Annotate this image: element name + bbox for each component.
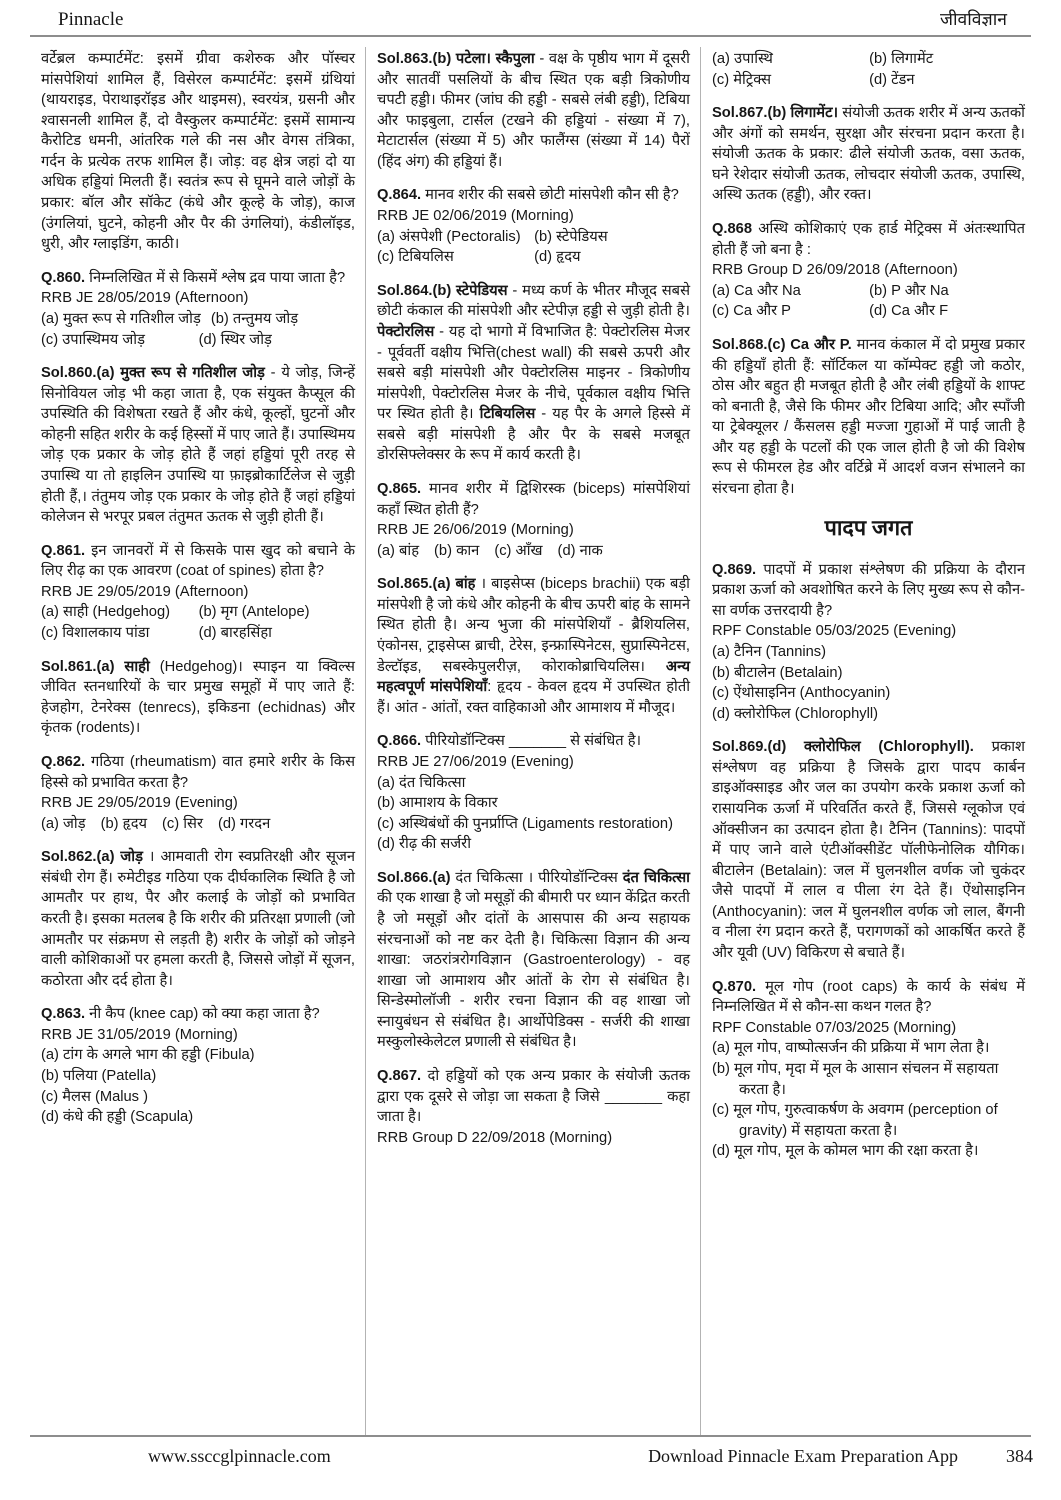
question-text (377, 479, 690, 520)
option-d: (d) बारहसिंहा (198, 625, 272, 642)
bold-text: Sol.867.(b) लिगामेंट। (712, 105, 839, 122)
option-d: (d) Ca और F (869, 303, 949, 320)
option-b: (b) बीटालेन (Betalain) (712, 664, 843, 681)
exam-info: RRB JE 27/06/2019 (Evening) (377, 753, 574, 770)
option-a: (a) टांग के अगले भाग की हड्डी (Fibula) (41, 1047, 255, 1064)
option-b: (b) कान (434, 542, 480, 559)
option-c: (c) अस्थिबंधों की पुनर्प्राप्ति (Ligaments restoration) (377, 815, 673, 832)
option-c: (c) टिबियलिस (377, 249, 454, 266)
option-row (41, 330, 355, 351)
column-1 (30, 47, 365, 1435)
subject-title: जीवविज्ञान (940, 9, 1007, 29)
body-text: निम्नलिखित में से किसमें श्लेष द्रव पाया जाता है? (89, 269, 346, 286)
option-a: (a) उपास्थि (712, 51, 773, 67)
exam-info: RRB JE 29/05/2019 (Evening) (41, 795, 238, 812)
option-c: (c) मैलस (Malus ) (41, 1088, 148, 1105)
option-a: (a) बांह (377, 542, 420, 559)
solution-block (377, 868, 690, 1053)
question-block (377, 185, 690, 267)
body-text: - ये जोड़, जिन्हें सिनोवियल जोड़ भी कहा जाता है, एक संयुक्त कैप्सूल की उपस्थिति की विशेषता रखते हैं और कंधे, कूल्हों, घुटनों और कोहनी सहित शरीर के कई हिस्सों में पाए जाते हैं। उपास्थिमय जोड़ एक प्रकार के जोड़ होते हैं जहां हड्डियां पूरी तरह से उपास्थि या तो हाइलिन उपास्थि या फ़ाइब्रोकार्टिलेज से जुड़ी होती हैं,। तंतुमय जोड़ एक प्रकार के जोड़ होते हैं जहां हड्डियां कोलेजन से भरपूर प्रबल तंतुमत ऊतक से जुड़ी होती हैं। (41, 365, 355, 526)
option-d: (d) स्थिर जोड़ (198, 331, 272, 348)
bold-text: Sol.868.(c) Ca और P. (712, 336, 852, 353)
option-d: (d) टेंडन (869, 71, 915, 88)
option-row (712, 281, 1025, 302)
question-block (712, 219, 1025, 322)
body-text: इन जानवरों में से किसके पास खुद को बचाने के लिए रीढ़ का एक आवरण (coat of spines) होता है? (41, 542, 355, 580)
option-row (377, 247, 690, 268)
solution-block (712, 335, 1025, 500)
option-row (41, 623, 355, 644)
exam-info: RPF Constable 05/03/2025 (Evening) (712, 623, 957, 640)
option-b: (b) हृदय (100, 815, 148, 832)
question-text (41, 268, 355, 289)
solution-block (712, 737, 1025, 963)
bold-text: Q.868 (712, 221, 759, 238)
bold-text: Q.865. (377, 480, 429, 497)
option-c: (c) ऐंथोसाइनिन (Anthocyanin) (712, 685, 891, 702)
body-text: । बाइसेप्स (biceps brachii) एक बड़ी मांसपेशी है जो कंधे और कोहनी के बीच ऊपरी बांह के सामने स्थित होती है। अन्य भुजा की मांसपेशियाँ - ब्रैशियलिस, एंकोनस, ट्राइसेप्स ब्राची, टेरेस, इन्फ्रास्पिनेटस, सुप्रास्पिनेटस, डेल्टॉइड, सबस्केपुलरीज़, कोराकोब्राचियलिस। (377, 576, 690, 675)
question-block (41, 268, 355, 350)
exam-info: RRB JE 02/06/2019 (Morning) (377, 208, 574, 225)
option-a: (a) दंत चिकित्सा (377, 774, 466, 791)
bold-text: Sol.863.(b) पटेला। स्कैपुला (377, 51, 535, 67)
body-text: - यह दो भागो में विभाजित है: पेक्टोरलिस मेजर - पूर्ववर्ती वक्षीय भित्ति(chest wall) की सबसे ऊपरी और सबसे बड़ी मांसपेशी और पेक्टोरलिस माइनर - त्रिकोणीय मांसपेशी, पेक्टोरलिस मेजर के नीचे, पूर्वकाल वक्षीय भित्ति पर स्थित होती है। (377, 323, 690, 423)
bold-text: Q.867. (377, 1068, 428, 1085)
body-text: की एक शाखा है जो मसूड़ों की बीमारी पर ध्यान केंद्रित करती है जो मसूड़ों और दांतों के आसपास की अन्य सहायक संरचनाओं को नष्ट कर देती है। चिकित्सा विज्ञान की अन्य शाखा: जठरांत्ररोगविज्ञान (Gastroenterology) - वह शाखा जो आमाशय और आंतों के रोग से संबंधित है। सिन्डेस्मोलॉजी - शरीर रचना विज्ञान की वह शाखा जो स्नायुबंधन से संबंधित है। आर्थोपेडिक्स - सर्जरी की शाखा मस्कुलोस्केलेटल प्रणाली से संबंधित है। (377, 890, 690, 1051)
option-b: (b) तन्तुमय जोड़ (210, 310, 299, 327)
bold-text: दंत चिकित्सा (622, 869, 690, 886)
body-text: नी कैप (knee cap) को क्या कहा जाता है? (89, 1006, 320, 1023)
bold-text: Q.869. (712, 561, 764, 578)
bold-text: Sol.864.(b) स्टेपेडियस (377, 282, 508, 299)
solution-block (377, 281, 690, 466)
option-d: (d) कंधे की हड्डी (Scapula) (41, 1109, 194, 1126)
option-row (712, 301, 1025, 322)
bold-text: Sol.869.(d) क्लोरोफिल (Chlorophyll). (712, 739, 974, 756)
body-text: पीरियोडॉन्टिक्स _______ से संबंधित है। (425, 733, 642, 750)
option-a: (a) अंसपेशी (Pectoralis) (377, 228, 521, 245)
options-list (377, 773, 690, 855)
bold-text: Q.861. (41, 542, 92, 559)
bold-text: Q.860. (41, 269, 90, 286)
option-c: (c) Ca और P (712, 303, 791, 320)
question-block (377, 731, 690, 854)
exam-info: RRB Group D 26/09/2018 (Afternoon) (712, 262, 958, 279)
footer-page-number: 384 (1006, 1446, 1033, 1466)
column-3 (700, 47, 1035, 1435)
footer-website: www.ssccglpinnacle.com (148, 1446, 331, 1466)
option-row (712, 70, 1025, 91)
body-text: मूल गोप (root caps) के कार्य के संबंध में निम्नलिखित में से कौन-सा कथन गलत है? (712, 978, 1026, 1016)
option-d: (d) गरदन (217, 815, 271, 832)
bold-text: टिबियलिस (479, 406, 536, 423)
option-d: (d) हृदय (534, 249, 581, 266)
option-row (377, 227, 690, 248)
option-a: (a) मुक्त रूप से गतिशील जोड़ (41, 310, 201, 327)
bold-text: Q.864. (377, 187, 426, 204)
question-text (712, 977, 1025, 1018)
option-b: (b) लिगामेंट (869, 51, 934, 67)
content-area (0, 37, 1061, 1435)
body-text: - वक्ष के पृष्ठीय भाग में दूसरी और सातवीं पसलियों के बीच स्थित एक बड़ी त्रिकोणीय चपटी हड्डी। फीमर (जांघ की हड्डी - सबसे लंबी हड्डी), टिबिया और फाइबुला, टार्सल (टखने की हड्डियां - संख्या में 7), मेटाटार्सल (संख्या में 5) और फालैंग्स (संख्या में 14) पैरों (हिंद अंग) की हड्डियां हैं। (377, 51, 690, 170)
option-b: (b) आमाशय के विकार (377, 795, 498, 812)
solution-block (41, 847, 355, 991)
footer-app-text: Download Pinnacle Exam Preparation App (648, 1446, 958, 1466)
solution-block (41, 657, 355, 739)
option-b: (b) स्टेपेडियस (534, 228, 608, 245)
question-block (377, 479, 690, 561)
exam-info: RRB JE 26/06/2019 (Morning) (377, 522, 574, 539)
body-text: गठिया (rheumatism) वात हमारे शरीर के किस हिस्से को प्रभावित करता है? (41, 753, 355, 791)
question-block (712, 560, 1025, 725)
option-c: (c) उपास्थिमय जोड़ (41, 331, 145, 348)
options-block (712, 49, 1025, 90)
solution-block (41, 363, 355, 528)
section-heading: पादप जगत (824, 515, 913, 540)
body-text: दो हड्डियों को एक अन्य प्रकार के संयोजी ऊतक द्वारा एक दूसरे से जोड़ा जा सकता है जिसे _______ कहा जाता है। (377, 1068, 691, 1126)
question-text (41, 1004, 355, 1025)
exam-info: RRB Group D 22/09/2018 (Morning) (377, 1129, 613, 1146)
question-block (41, 752, 355, 834)
page-header (0, 0, 1061, 32)
question-text (377, 731, 690, 752)
question-text (377, 1066, 690, 1128)
body-text: दंत चिकित्सा । पीरियोडॉन्टिक्स (450, 869, 623, 886)
bold-text: Sol.862.(a) जोड़ (41, 849, 143, 866)
question-text (41, 752, 355, 793)
body-text: (Hedgehog)। स्पाइन या क्विल्स जीवित स्तनधारियों के चार प्रमुख समूहों में पाए जाते हैं: हेजहोग, टेनरेक्स (tenrecs), इकिडना (echidnas) और कृंतक (rodents)। (41, 658, 355, 737)
question-block (377, 1066, 690, 1148)
brand-title: Pinnacle (58, 9, 124, 30)
bold-text: Sol.866.(a) (377, 869, 451, 886)
option-a: (a) टैनिन (Tannins) (712, 643, 827, 660)
option-c: (c) आँख (494, 542, 543, 559)
body-text: : हृदय - केवल हृदय में उपस्थित होती हैं। आंत - आंतों, रक्त वाहिकाओ और आमाशय में मौजूद। (377, 679, 691, 716)
question-block (41, 1004, 355, 1127)
paragraph-block (41, 49, 355, 255)
option-a: (a) मूल गोप, वाष्पोत्सर्जन की प्रक्रिया में भाग लेता है। (712, 1040, 990, 1057)
body-text: प्रकाश संश्लेषण वह प्रक्रिया है जिसके द्वारा पादप कार्बन डाइऑक्साइड और जल का उपयोग करके प्रकाश ऊर्जा को रासायनिक ऊर्जा में परिवर्तित करते हैं, जिससे ग्लूकोज एवं ऑक्सीजन का उत्पादन होता है। टैनिन (Tannins): पादपों में पाए जाने वाले एंटीऑक्सीडेंट पॉलीफेनोलिक यौगिक। बीटालेन (Betalain): जल में घुलनशील वर्णक जो चुकंदर जैसे पादपों में लाल व पीला रंग देते हैं। ऐंथोसाइनिन (Anthocyanin): जल में घुलनशील वर्णक जो लाल, बैंगनी व नीला रंग प्रदान करते हैं, परागणकों को आकर्षित करते हैं और यूवी (UV) विकिरण से बचाते हैं। (712, 739, 1025, 962)
body-text: । आमवाती रोग स्वप्रतिरक्षी और सूजन संबंधी रोग हैं। रुमेटीइड गठिया एक दीर्घकालिक स्थिति है जो आमतौर पर हाथ, पैर और कलाई के जोड़ों को प्रभावित करती है। इसका मतलब है कि शरीर की प्रतिरक्षा प्रणाली (जो आमतौर पर संक्रमण से लड़ती है) शरीर के जोड़ों को जोड़ने वाली कोशिकाओं पर हमला करती है, जिससे जोड़ों में सूजन, कठोरता और दर्द होता है। (41, 849, 356, 989)
body-text: वर्टेब्रल कम्पार्टमेंट: इसमें ग्रीवा कशेरुक और पॉस्चर मांसपेशियां शामिल हैं, विसेरल कम्पार्टमेंट: इसमें ग्रंथियां (थायराइड, पेराथाइरॉइड और थाइमस), स्वरयंत्र, ग्रसनी और श्वासनली शामिल हैं, दो वैस्कुलर कम्पार्टमेंट: इसमें सामान्य कैरोटिड धमनी, आंतरिक गले की नस और वेगस तंत्रिका, गर्दन के प्रत्येक तरफ शामिल हैं। जोड़: वह क्षेत्र जहां दो या अधिक हड्डियां मिलती हैं। स्वतंत्र रूप से घूमने वाले जोड़ों के प्रकार: बॉल और सॉकेट (कंधे और कूल्हे के जोड़), काज (उंगलियां, घुटने, कोहनी और पैर की उंगलियां), कंडीलॉइड, धुरी, और ग्लाइडिंग, काठी। (41, 51, 355, 253)
question-text (41, 541, 355, 582)
option-row (41, 309, 355, 330)
question-text (712, 560, 1025, 622)
body-text: - मध्य कर्ण के भीतर मौजूद सबसे छोटी कंकाल की मांसपेशी और स्टेपीज़ हड्डी से जुड़ी होती है। (377, 282, 691, 320)
solution-block (377, 574, 690, 718)
bold-text: अन्य महत्वपूर्ण मांसपेशियाँ (377, 658, 690, 696)
question-block (712, 977, 1025, 1162)
question-text (377, 185, 690, 206)
options-list (41, 1045, 355, 1127)
option-a: (a) Ca और Na (712, 282, 801, 299)
page-footer (0, 1437, 1061, 1467)
solution-block (712, 103, 1025, 206)
option-b: (b) P और Na (869, 282, 949, 299)
bold-text: Q.863. (41, 1006, 90, 1023)
question-block (41, 541, 355, 644)
option-a: (a) जोड़ (41, 815, 86, 832)
option-d: (d) नाक (557, 542, 603, 559)
option-d: (d) मूल गोप, मूल के कोमल भाग की रक्षा करता है। (712, 1143, 979, 1160)
body-text: मानव शरीर की सबसे छोटी मांसपेशी कौन सी है? (425, 187, 679, 204)
option-c: (c) विशालकाय पांडा (41, 625, 150, 642)
column-2 (365, 47, 700, 1435)
options-list (712, 642, 1025, 724)
option-row (41, 602, 355, 623)
option-row (41, 814, 355, 835)
option-row (712, 49, 1025, 70)
body-text: - यह पैर के अगले हिस्से में सबसे बड़ी मांसपेशी है और पैर के सबसे मजबूत डोरसिफ्लेक्सर के रूप में कार्य करती है। (377, 406, 690, 464)
option-d: (d) क्लोरोफिल (Chlorophyll) (712, 705, 879, 722)
option-b: (b) पलिया (Patella) (41, 1068, 157, 1085)
option-c: (c) सिर (162, 815, 203, 832)
bold-text: Q.862. (41, 753, 92, 770)
option-a: (a) साही (Hedgehog) (41, 604, 171, 621)
option-row (377, 541, 690, 562)
question-text (712, 219, 1025, 260)
solution-block (377, 49, 690, 172)
body-text: अस्थि कोशिकाएं एक हार्ड मेट्रिक्स में अंतःस्थापित होती हैं जो बना है : (712, 221, 1025, 258)
option-b: (b) मृग (Antelope) (198, 604, 310, 621)
option-c: (c) मेट्रिक्स (712, 71, 772, 88)
body-text: पादपों में प्रकाश संश्लेषण की प्रक्रिया के दौरान प्रकाश ऊर्जा को अवशोषित करने के लिए मुख्य रूप से कौन-सा वर्णक उत्तरदायी है? (712, 561, 1025, 619)
exam-info: RRB JE 29/05/2019 (Afternoon) (41, 583, 249, 600)
exam-info: RPF Constable 07/03/2025 (Morning) (712, 1019, 957, 1036)
bold-text: Sol.860.(a) मुक्त रूप से गतिशील जोड़ (41, 365, 265, 382)
option-c: (c) मूल गोप, गुरुत्वाकर्षण के अवगम (perception of gravity) में सहायता करता है। (712, 1102, 998, 1139)
option-b: (b) मूल गोप, मृदा में मूल के आसान संचलन में सहायता करता है। (712, 1060, 999, 1098)
bold-text: Q.870. (712, 978, 766, 995)
exam-info: RRB JE 28/05/2019 (Afternoon) (41, 290, 249, 307)
body-text: मानव कंकाल में दो प्रमुख प्रकार की हड्डियाँ होती हैं: सॉर्टिकल या कॉम्पेक्ट हड्डी जो कठोर, ठोस और बहुत ही मजबूत होती है और लंबी हड्डियों के शाफ्ट को बनाती है, जैसे कि फीमर और टिबिया आदि; और स्पाँजी या ट्रेबेक्यूलर / कैंसलस हड्डी मज्जा गुहाओं में पाई जाती है और यह हड्डी के पटलों की एक जाल होती है जो की विशेष रूप से फीमरल हेड और वर्टिब्रे में आदर्श वजन संभालने का संरचना होता है। (712, 336, 1025, 497)
option-d: (d) रीढ़ की सर्जरी (377, 836, 471, 853)
body-text: मानव शरीर में द्विशिरस्क (biceps) मांसपेशियां कहाँ स्थित होती हैं? (377, 480, 690, 518)
bold-text: Sol.865.(a) बांह (377, 576, 476, 593)
bold-text: पेक्टोरलिस (377, 323, 435, 340)
options-list (712, 1038, 1025, 1161)
bold-text: Sol.861.(a) साही (41, 658, 150, 675)
bold-text: Q.866. (377, 733, 426, 750)
body-text: संयोजी ऊतक शरीर में अन्य ऊतकों और अंगों को समर्थन, सुरक्षा और संरचना प्रदान करता है। संयोजी ऊतक के प्रकार: ढीले संयोजी ऊतक, वसा ऊतक, घने रेशेदार संयोजी ऊतक, लोचदार संयोजी ऊतक, उपास्थि, अस्थि ऊतक (हड्डी), और रक्त। (712, 105, 1025, 204)
exam-info: RRB JE 31/05/2019 (Morning) (41, 1026, 238, 1043)
